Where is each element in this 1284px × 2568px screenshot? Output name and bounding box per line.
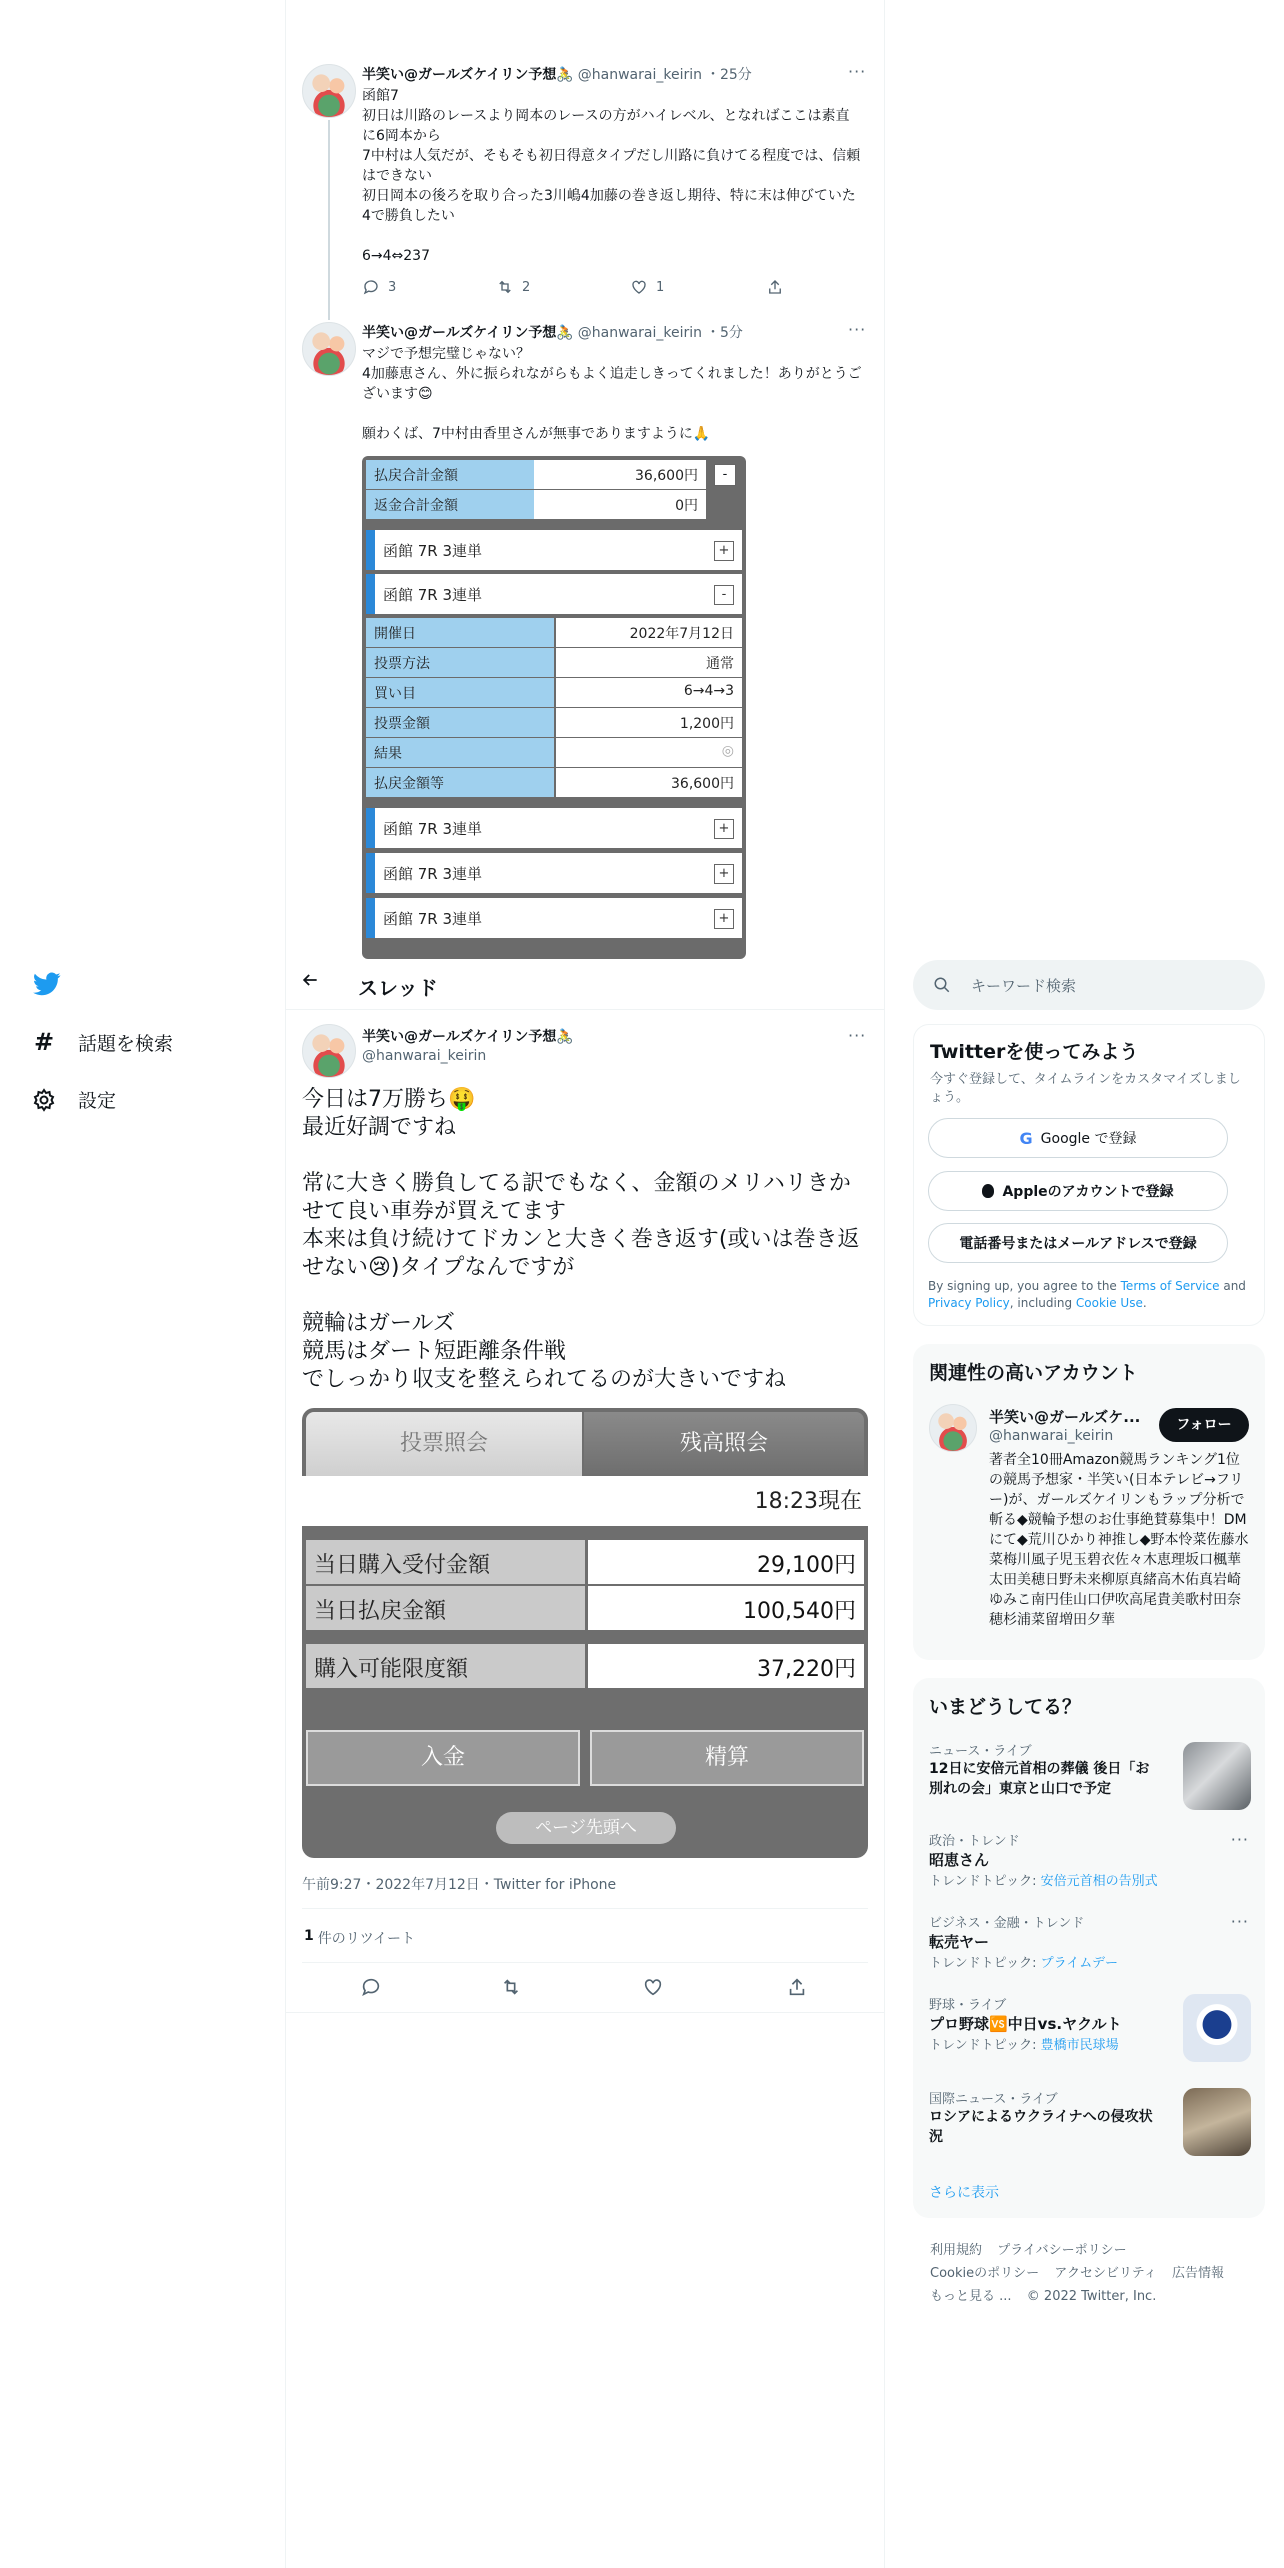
receipt-value: 6→4→3	[556, 678, 742, 707]
reply-icon	[362, 278, 380, 296]
tweet-text: マジで予想完璧じゃない？ 4加藤恵さん、外に振られながらもよく追走しきってくれました！ありがとうございます😊 願わくば、7中村由香里さんが無事でありますように🙏	[362, 346, 862, 442]
show-more-link[interactable]: さらに表示	[929, 2185, 999, 2201]
receipt-key: 投票金額	[366, 708, 554, 737]
trend-category: ビジネス・金融・トレンド	[929, 1916, 1085, 1931]
avatar[interactable]	[302, 1024, 356, 1078]
apple-icon	[982, 1184, 994, 1198]
trend-item[interactable]	[929, 1912, 1249, 1972]
trend-title: 昭恵さん	[929, 1851, 990, 1869]
footer-cookie[interactable]: Cookieのポリシー	[930, 2266, 1040, 2281]
trend-category: 政治・トレンド	[929, 1834, 1020, 1849]
author-handle[interactable]: @hanwarai_keirin	[577, 67, 702, 83]
tweet-time[interactable]: ・5分	[705, 325, 743, 341]
tweet-text: 今日は7万勝ち🤑 最近好調ですね 常に大きく勝負してる訳でもなく、金額のメリハリきかせて良い車券が買えてます 本来は負け続けてドカンと大きく巻き返す(或いは巻き返せない😢)タイプなんですが 競輪はガールズ 競馬はダート短距離条件戦 でしっかり収支を整えられてるのが大きいですね	[302, 1087, 860, 1392]
nav-settings-label: 設定	[78, 1090, 117, 1112]
related-accounts-card	[913, 1344, 1265, 1660]
avatar[interactable]	[302, 64, 356, 118]
receipt-value: 36,600円	[556, 768, 742, 797]
back-arrow-icon[interactable]	[300, 970, 320, 995]
trend-item[interactable]	[929, 1830, 1249, 1890]
retweet-stats[interactable]	[304, 1928, 415, 1948]
thread-line	[328, 120, 330, 320]
related-account-name[interactable]: 半笑い@ガールズケ...	[989, 1408, 1141, 1426]
tweet-text: 函館7 初日は川路のレースより岡本のレースの方がハイレベル、となればここは素直に6岡本から 7中村は人気だが、そもそも初日得意タイプだし川路に負けてる程度では、信頼はできない 初日岡本の後ろを取り合った3川嶋4加藤の巻き返し期待、特に末は伸びていた4で勝負したい 6→4⇔237	[362, 88, 861, 264]
footer-terms[interactable]: 利用規約	[930, 2243, 983, 2258]
total-payout-label: 払戻合計金額	[366, 460, 534, 489]
trend-category: 国際ニュース・ライブ	[929, 2092, 1058, 2107]
footer-privacy[interactable]: プライバシーポリシー	[997, 2243, 1127, 2258]
screen-key: 当日購入受付金額	[306, 1540, 585, 1584]
footer-ads[interactable]: 広告情報	[1171, 2266, 1224, 2281]
settle-button: 精算	[590, 1730, 864, 1786]
footer-accessibility[interactable]: アクセシビリティ	[1054, 2266, 1157, 2281]
race-bar: 函館 7R 3連単 +	[366, 808, 742, 848]
author-name[interactable]: 半笑い@ガールズケイリン予想🚴	[362, 67, 574, 83]
receipt-value: 2022年7月12日	[556, 618, 742, 647]
receipt-key: 結果	[366, 738, 554, 767]
share-icon	[766, 278, 784, 296]
receipt-key: 開催日	[366, 618, 554, 647]
deposit-button: 入金	[306, 1730, 580, 1786]
avatar[interactable]	[302, 322, 356, 376]
retweet-icon[interactable]	[500, 1976, 522, 1998]
screen-value: 37,220円	[588, 1644, 864, 1688]
trend-thumbnail	[1183, 1742, 1251, 1810]
like-icon	[630, 278, 648, 296]
trend-topic: トレンドトピック: プライムデー	[929, 1956, 1119, 1971]
reply-button[interactable]	[362, 278, 396, 296]
retweet-button[interactable]	[496, 278, 530, 296]
receipt-key: 投票方法	[366, 648, 554, 677]
nav-item-explore[interactable]	[32, 1028, 173, 1056]
apple-signup-button[interactable]	[928, 1171, 1228, 1211]
screen-key: 購入可能限度額	[306, 1644, 585, 1688]
race-bar: 函館 7R 3連単 +	[366, 898, 742, 938]
hashtag-icon: #	[33, 1028, 55, 1056]
screen-value: 100,540円	[588, 1586, 864, 1630]
page-top-button: ページ先頭へ	[496, 1812, 676, 1844]
tab-balance-inquiry: 残高照会	[584, 1412, 864, 1476]
search-icon	[933, 976, 951, 994]
trend-item[interactable]	[929, 1994, 1249, 2066]
phone-email-signup-label: 電話番号またはメールアドレスで登録	[959, 1236, 1197, 1252]
follow-button[interactable]: フォロー	[1159, 1408, 1249, 1442]
related-account-bio: 著者全10冊Amazon競馬ランキング1位の競馬予想家・半笑い(日本テレビ→フリー)が、ガールズケイリンもラップ分析で斬る◆競輪予想のお仕事絶賛募集中！DMにて◆荒川ひかり神推し◆野本怜菜佐藤水菜梅川風子児玉碧衣佐々木恵理坂口楓華太田美穂日野未来柳原真緒高木佑真岩崎ゆみこ南円佳山口伊吹高尾貴美歌村田奈穂杉浦菜留増田夕華	[989, 1452, 1249, 1628]
avatar[interactable]	[929, 1404, 977, 1452]
sidebar-footer	[930, 2238, 1260, 2307]
author-name[interactable]: 半笑い@ガールズケイリン予想🚴	[362, 1029, 574, 1045]
more-icon[interactable]: ···	[848, 320, 867, 339]
search-box[interactable]	[913, 960, 1265, 1010]
signup-terms: By signing up, you agree to the Terms of Service and Privacy Policy, including Cookie Use.	[928, 1279, 1246, 1310]
receipt-value: ◎	[556, 738, 742, 767]
trend-item[interactable]	[929, 1740, 1249, 1810]
trends-title: いまどうしてる？	[929, 1696, 1082, 1718]
total-payout-value: 36,600円	[534, 460, 706, 489]
related-account-handle[interactable]: @hanwarai_keirin	[989, 1428, 1114, 1444]
receipt-key: 買い目	[366, 678, 554, 707]
race-bar: 函館 7R 3連単 +	[366, 853, 742, 893]
total-refund-label: 返金合計金額	[366, 490, 534, 519]
tweet-time[interactable]: ・25分	[705, 67, 752, 83]
apple-signup-label: Appleのアカウントで登録	[1002, 1184, 1174, 1200]
privacy-link[interactable]: Privacy Policy	[928, 1296, 1010, 1310]
race-bar: 函館 7R 3連単 -	[366, 574, 742, 614]
trend-category: ニュース・ライブ	[929, 1744, 1032, 1759]
reply-count: 3	[388, 279, 397, 295]
related-title: 関連性の高いアカウント	[929, 1362, 1138, 1384]
author-handle[interactable]: @hanwarai_keirin	[362, 1048, 487, 1064]
more-icon[interactable]: ···	[1230, 1830, 1249, 1849]
nav-item-settings[interactable]	[32, 1086, 116, 1113]
tab-vote-inquiry: 投票照会	[306, 1412, 582, 1476]
thread-header	[286, 960, 884, 1010]
cookie-link[interactable]: Cookie Use	[1075, 1296, 1143, 1310]
retweet-total: 1	[304, 1928, 314, 1944]
phone-email-signup-button[interactable]	[928, 1223, 1228, 1263]
like-icon[interactable]	[642, 1976, 664, 1998]
current-time: 18:23現在	[754, 1489, 862, 1514]
author-name[interactable]: 半笑い@ガールズケイリン予想🚴	[362, 325, 574, 341]
like-button[interactable]	[630, 278, 664, 296]
footer-more[interactable]: もっと見る ...	[930, 2289, 1012, 2304]
left-nav	[0, 960, 285, 1120]
receipt-value: 通常	[556, 648, 742, 677]
trend-thumbnail	[1183, 1994, 1251, 2062]
google-signup-button[interactable]	[928, 1118, 1228, 1158]
screen-value: 29,100円	[588, 1540, 864, 1584]
trend-title: ロシアによるウクライナへの侵攻状況	[929, 2109, 1153, 2145]
total-refund-value: 0円	[534, 490, 706, 519]
trend-topic: トレンドトピック: 安倍元首相の告別式	[929, 1874, 1158, 1889]
google-icon: G	[1019, 1128, 1033, 1148]
receipt-value: 1,200円	[556, 708, 742, 737]
context-tweet-1[interactable]	[286, 56, 884, 306]
author-handle[interactable]: @hanwarai_keirin	[577, 325, 702, 341]
more-icon[interactable]: ···	[848, 1026, 867, 1045]
trend-title: 12日に安倍元首相の葬儀 後日「お別れの会」東京と山口で予定	[929, 1761, 1150, 1797]
search-input[interactable]: キーワード検索	[971, 977, 1077, 995]
signup-title: Twitterを使ってみよう	[930, 1041, 1139, 1063]
collapse-toggle: -	[714, 464, 736, 486]
receipt-key: 払戻金額等	[366, 768, 554, 797]
more-icon[interactable]: ···	[1230, 1912, 1249, 1931]
trend-title: プロ野球🆚中日vs.ヤクルト	[929, 2015, 1122, 2033]
more-icon[interactable]: ···	[848, 62, 867, 81]
footer-copyright: © 2022 Twitter, Inc.	[1026, 2289, 1157, 2304]
share-button[interactable]	[766, 278, 784, 296]
trend-title: 転売ヤー	[929, 1933, 990, 1951]
retweet-icon	[496, 278, 514, 296]
reply-icon[interactable]	[360, 1976, 382, 1998]
tweet-timestamp[interactable]: 午前9:27・2022年7月12日・Twitter for iPhone	[302, 1877, 617, 1893]
twitter-bird-icon[interactable]	[32, 970, 64, 998]
nav-explore-label: 話題を検索	[78, 1032, 174, 1055]
trend-category: 野球・ライブ	[929, 1998, 1007, 2013]
like-count: 1	[656, 279, 665, 295]
retweet-label: 件のリツイート	[317, 1931, 416, 1947]
google-signup-label: Google で登録	[1040, 1131, 1137, 1147]
gear-icon	[32, 1088, 56, 1112]
trend-topic: トレンドトピック: 豊橋市民球場	[929, 2038, 1119, 2053]
page-title: スレッド	[358, 976, 438, 1000]
signup-subtitle: 今すぐ登録して、タイムラインをカスタマイズしましょう。	[930, 1072, 1241, 1105]
trends-card	[913, 1678, 1265, 2218]
screen-key: 当日払戻金額	[306, 1586, 585, 1630]
trend-item[interactable]	[929, 2088, 1249, 2160]
trend-thumbnail	[1183, 2088, 1251, 2156]
race-bar: 函館 7R 3連単 +	[366, 530, 742, 570]
terms-link[interactable]: Terms of Service	[1120, 1279, 1220, 1293]
retweet-count: 2	[522, 279, 531, 295]
tweet-image[interactable]	[302, 1408, 868, 1858]
share-icon[interactable]	[786, 1976, 808, 1998]
main-action-bar	[302, 1972, 868, 2004]
receipt-image[interactable]	[362, 456, 746, 959]
